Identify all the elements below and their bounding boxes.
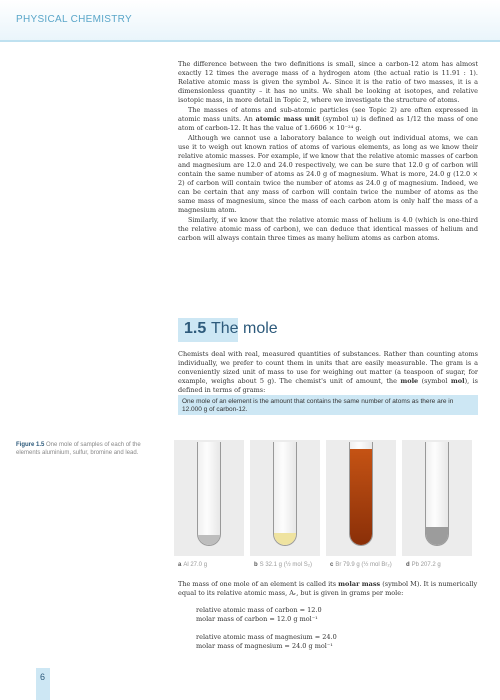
tube-label-c: c Br 79.9 g (½ mol Br₂) xyxy=(330,562,392,568)
tube-label-d: d Pb 207.2 g xyxy=(406,562,441,568)
page-number: 6 xyxy=(40,672,46,682)
molar-mass-paragraph: The mass of one mole of an element is called its molar mass (symbol M). It is numerically equal to its relative atomic mass, Aᵣ, but is given in grams per mole: xyxy=(178,580,478,597)
formula-line: relative atomic mass of carbon = 12.0 xyxy=(196,606,322,614)
paragraph: Although we cannot use a laboratory balance to weigh out individual atoms, we can use it to weigh out known ratios of atoms of various elements, as long as we know their relative atomic masses. For example, if we know that the relative atomic masses of carbon and magnesium are 12.0 and 24.0 respectively, we can be sure that 12.0 g of carbon will contain the same number of atoms as 24.0 g of magnesium. What is more, 24.0 g (12.0 × 2) of carbon will contain twice the number of atoms as 24.0 g of magnesium. Indeed, we can be certain that any mass of carbon will contain twice the number of atoms as the same mass of magnesium, since the mass of each carbon atom is only half the mass of a magnesium atom. xyxy=(178,134,478,214)
sample xyxy=(350,449,372,545)
page-number-tab xyxy=(36,668,50,700)
unit-symbol: mol xyxy=(450,377,465,385)
key-term: atomic mass unit xyxy=(255,115,320,123)
paragraph: The difference between the two definitions is small, since a carbon-12 atom has almost exactly 12 times the average mass of a hydrogen atom (the actual ratio is 11.91 : 1). Relative atomic mass is given the symbol Aᵣ. Since it is the ratio of two masses, it is a dimensionless quantity – it has no units. We shall be looking at isotopes, and relative isotopic mass, in more detail in Topic 2, where we investigate the structure of atoms. xyxy=(178,60,478,104)
sample xyxy=(426,527,448,545)
sample xyxy=(274,533,296,545)
test-tube xyxy=(197,442,221,546)
paragraph: Similarly, if we know that the relative atomic mass of helium is 4.0 (which is one-third the relative atomic mass of carbon), we can deduce that identical masses of helium and carbon will always contain three times as many helium atoms as carbon atoms. xyxy=(178,216,478,242)
formula-line: molar mass of magnesium = 24.0 g mol⁻¹ xyxy=(196,642,333,650)
formula-line: relative atomic mass of magnesium = 24.0 xyxy=(196,633,337,641)
tube-photo-bromine xyxy=(326,440,396,556)
tube-label-b: b S 32.1 g (½ mol S₂) xyxy=(254,562,313,568)
tube-photo-sulfur xyxy=(250,440,320,556)
tube-photo-aluminium xyxy=(174,440,244,556)
tube-label-a: a Al 27.0 g xyxy=(178,562,208,568)
figure-caption: Figure 1.5 One mole of samples of each of the elements aluminium, sulfur, bromine and lead. xyxy=(16,442,141,456)
section-number: 1.5 xyxy=(184,320,207,337)
intro-text xyxy=(178,60,478,244)
mole-paragraph: Chemists deal with real, measured quantities of substances. Rather than counting atoms individually, we prefer to count them in units that are easily measurable. The gram is a conveniently sized unit of mass to use for weighing out matter (a teaspoon of sugar, for example, weighs about 5 g). The chemist's unit of amount, the mole (symbol mol), is defined in terms of grams: xyxy=(178,350,478,394)
test-tube xyxy=(425,442,449,546)
tube-photo-lead xyxy=(402,440,472,556)
definition-box: One mole of an element is the amount that contains the same number of atoms as there are in 12.000 g of carbon-12. xyxy=(178,395,478,415)
section-title: The mole xyxy=(211,320,278,337)
formula-line: molar mass of carbon = 12.0 g mol⁻¹ xyxy=(196,615,318,623)
test-tube xyxy=(349,442,373,546)
running-title: PHYSICAL CHEMISTRY xyxy=(16,14,132,25)
test-tube xyxy=(273,442,297,546)
sample xyxy=(198,535,220,545)
paragraph: The masses of atoms and sub-atomic particles (see Topic 2) are often expressed in atomic mass units. An atomic mass unit (symbol u) is defined as 1/12 the mass of one atom of carbon-12. It has the value of 1.6606 × 10⁻²⁴ g. xyxy=(178,106,478,132)
key-term: mole xyxy=(400,377,419,385)
formula-block xyxy=(196,606,436,651)
page-header xyxy=(0,0,500,42)
key-term: molar mass xyxy=(338,580,381,588)
figure-label: Figure 1.5 xyxy=(16,442,45,448)
